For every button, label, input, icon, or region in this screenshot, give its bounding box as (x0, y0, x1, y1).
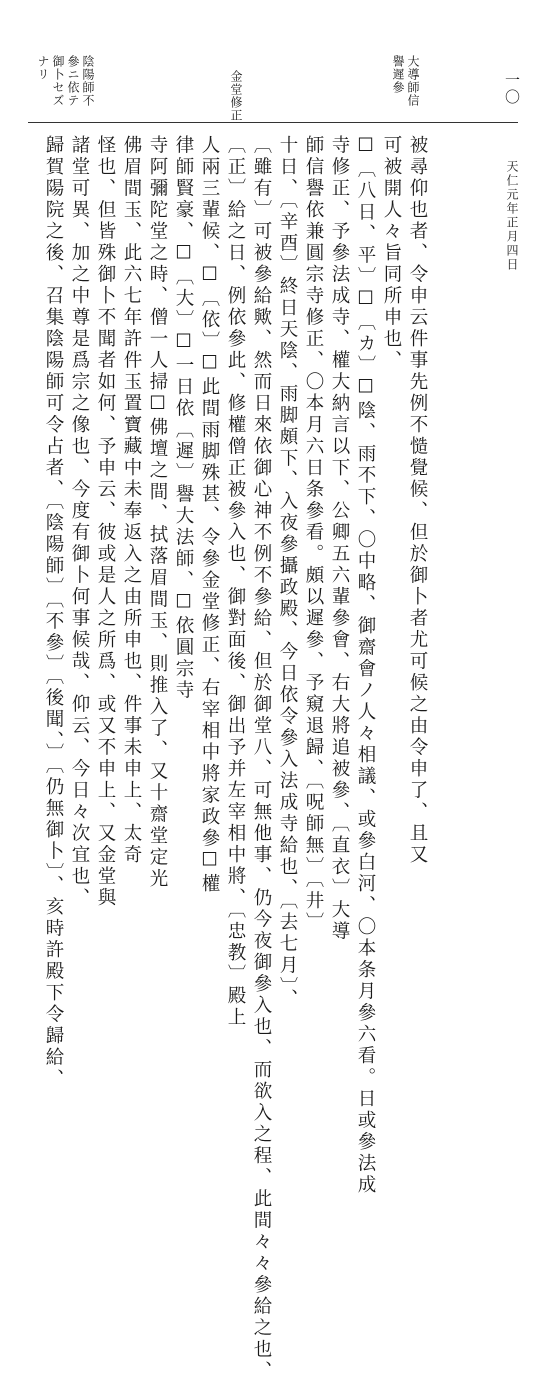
text-column: 寺阿彌陀堂之時、僧一人掃☐佛壇之間、拭落眉間玉、則推入了、又十齋堂定光 (147, 135, 168, 890)
head-note-line: 大導師信 (406, 55, 420, 107)
head-note-daijo (390, 55, 420, 107)
head-note-line: 陰陽師不 (81, 55, 95, 107)
text-column: 被尋仰也者、令申云件事先例不慥覺候、但於御卜者尤可候之由令申了、且又 (407, 135, 428, 866)
text-column: 律師賢豪、☐〔大〕☐一日依〔遲〕譽大法師、☐依圓宗寺 (173, 135, 194, 702)
head-note-line: 譽遲參 (391, 55, 405, 94)
running-header: 天仁元年正月四日 (505, 160, 519, 272)
text-column: 佛眉間玉、此六七年許件玉置寶藏中未奉返入之由所申也、件事未申上、太奇 (121, 135, 142, 866)
text-column: ☐〔八日、平〕☐〔カ〕☐陰、雨不下、〇中略、御齋會ノ人々相議、或參白河、〇本条月參六看。日或參法成 (355, 135, 376, 1196)
head-note-line: 金堂修正 (229, 70, 243, 122)
text-column: 〔正〕給之日、例依參此、修權僧正被參入也、御對面後、御出予并左宰相中將、〔忠教〕殿上 (225, 135, 246, 1029)
head-note-line: ナリ (36, 55, 50, 81)
text-column: 師信譽依兼圓宗寺修正、〇本月六日条參看。頗以遲參、予窺退歸、〔呪師無〕〔井〕 (303, 135, 324, 934)
head-note-line: 御卜セズ (51, 55, 65, 107)
head-note-kondo (228, 70, 243, 122)
text-column: 〔雖有〕可被參給歟、然而日來依御心神不例不參給、但於御堂八、可無他事、仍今夜御參入也、而欲入之程、此間々々參給之也、 (251, 135, 272, 1382)
text-column: 可被開人々旨同所申也、 (381, 135, 402, 372)
header-rule (28, 122, 518, 123)
text-column: 人兩三輩候、☐〔依〕☐此間雨脚殊甚、令參金堂修正、右宰相中將家政參☐權 (199, 135, 220, 895)
text-column: 怪也、但皆殊御卜不聞者如何、予申云、彼或是人之所爲、或又不申上、又金堂與 (95, 135, 116, 909)
text-column: 十日、〔辛酉〕終日天陰、雨脚頗下、入夜參攝政殿、今日依令參入法成寺給也、〔去七月〕、 (277, 135, 298, 1011)
text-column: 寺修正、予參法成寺、權大納言以下、公卿五六輩參會、右大將追被參、〔直衣〕大導 (329, 135, 350, 943)
body-text (40, 135, 430, 1382)
page-number: 一〇 (503, 72, 521, 106)
text-column: 諸堂可異、加之中尊是爲宗之像也、今度有御卜何事候哉、仰云、今日々次宜也、 (69, 135, 90, 909)
head-note-line: 參ニ依テ (66, 55, 80, 107)
head-note-onmyo (35, 55, 95, 107)
text-column: 歸賀陽院之後、召集陰陽師可令占者、〔陰陽師〕〔不參〕〔後聞、〕〔仍無御卜〕、亥時許殿下令歸給、 (43, 135, 64, 1090)
